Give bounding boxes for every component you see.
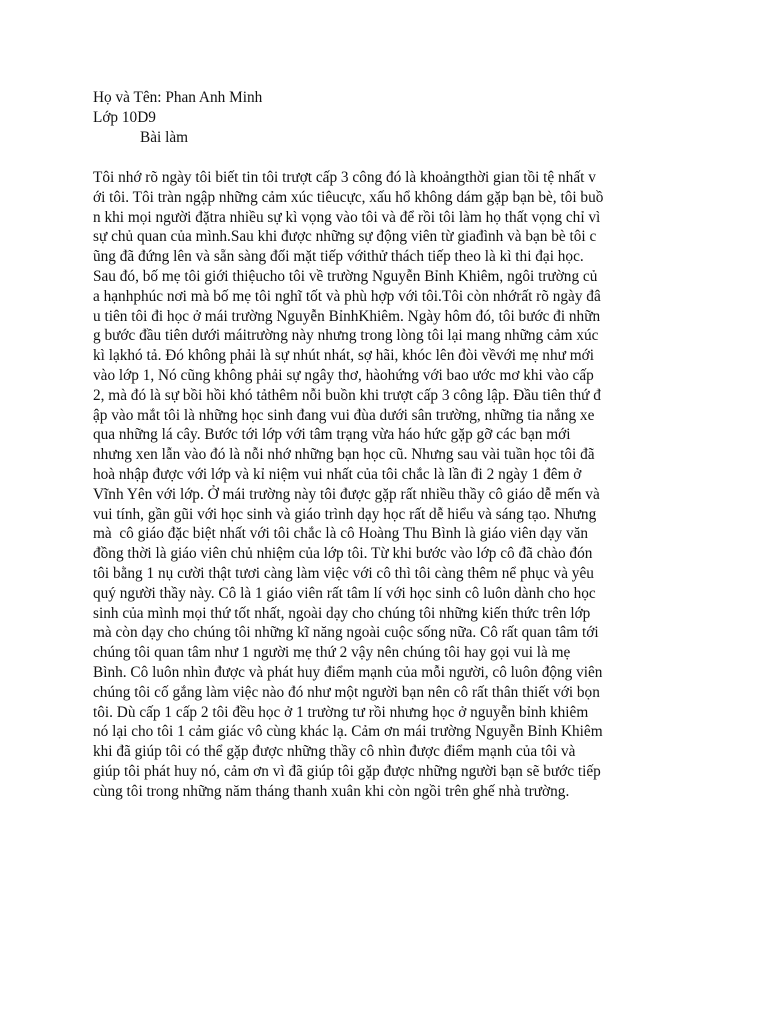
essay-line: kì lạkhó tả. Đó không phải là sự nhút nhát, sợ hãi, khóc lên đòi vềvới mẹ như mới (93, 347, 594, 365)
essay-line: chúng tôi quan tâm như 1 người mẹ thứ 2 vậy nên chúng tôi hay gọi vui là mẹ (93, 644, 571, 662)
essay-line: ũng đã đứng lên và sẵn sàng đối mặt tiếp vớithử thách tiếp theo là kì thi đại học. (93, 248, 584, 266)
essay-line: quý người thầy này. Cô là 1 giáo viên rất tâm lí với học sinh cô luôn dành cho học (93, 584, 596, 602)
essay-line: tôi bằng 1 nụ cười thật tươi càng làm việc với cô thì tôi càng thêm nể phục và yêu (93, 564, 594, 582)
essay-line: Bình. Cô luôn nhìn được và phát huy điểm mạnh của mỗi người, cô luôn động viên (93, 663, 603, 681)
essay-line: tôi. Dù cấp 1 cấp 2 tôi đều học ở 1 trường tư rồi nhưng học ở nguyễn bỉnh khiêm (93, 703, 589, 721)
paragraph-spacer (93, 148, 681, 168)
essay-line: ập vào mắt tôi là những học sinh đang vui đùa dưới sân trường, những tia nắng xe (93, 406, 595, 424)
essay-line: sinh của mình mọi thứ tốt nhất, ngoài dạy cho chúng tôi những kiến thức trên lớp (93, 604, 591, 622)
essay-line: cùng tôi trong những năm tháng thanh xuân khi còn ngồi trên ghế nhà trường. (93, 782, 570, 800)
essay-line: vào lớp 1, Nó cũng không phải sự ngây thơ, hàohứng với bao ước mơ khi vào cấp (93, 366, 594, 384)
essay-line: qua những lá cây. Bước tới lớp với tâm trạng vừa háo hức gặp gỡ các bạn mới (93, 426, 571, 444)
essay-line: u tiên tôi đi học ở mái trường Nguyễn BỉnhKhiêm. Ngày hôm đó, tôi bước đi nhữn (93, 307, 601, 325)
essay-line: g bước đầu tiên dưới máitrường này nhưng trong lòng tôi lại mang những cảm xúc (93, 327, 599, 345)
student-name-line: Họ và Tên: Phan Anh Minh (93, 89, 263, 106)
essay-body (93, 168, 681, 802)
essay-line: khi đã giúp tôi có thể gặp được những thầy cô nhìn được điểm mạnh của tôi và (93, 743, 576, 761)
essay-line: a hạnhphúc nơi mà bố mẹ tôi nghĩ tốt và phù hợp với tôi.Tôi còn nhớrất rõ ngày đâ (93, 287, 601, 305)
essay-line: ới tôi. Tôi tràn ngập những cảm xúc tiêucực, xấu hổ không dám gặp bạn bè, tôi buồ (93, 188, 604, 206)
essay-document (93, 88, 681, 802)
essay-line: n khi mọi người đặtra nhiều sự kì vọng vào tôi và để rồi tôi làm họ thất vọng chỉ vì (93, 208, 601, 226)
essay-line: đồng thời là giáo viên chủ nhiệm của lớp tôi. Từ khi bước vào lớp cô đã chào đón (93, 545, 593, 563)
essay-line: nhưng xen lẫn vào đó là nỗi nhớ những bạn học cũ. Nhưng sau vài tuần học tôi đã (93, 446, 595, 464)
essay-line: Tôi nhớ rõ ngày tôi biết tin tôi trượt cấp 3 công đó là khoảngthời gian tồi tệ nhất v (93, 169, 596, 186)
essay-line: mà cô giáo đặc biệt nhất với tôi chắc là cô Hoàng Thu Bình là giáo viên dạy văn (93, 525, 589, 543)
essay-line: sự chủ quan của mình.Sau khi được những sự động viên từ giađình và bạn bè tôi c (93, 228, 597, 246)
essay-line: vui tính, gần gũi với học sinh và giáo trình dạy học rất dễ hiểu và sáng tạo. Nhưng (93, 505, 597, 523)
essay-line: Vĩnh Yên với lớp. Ở mái trường này tôi được gặp rất nhiều thầy cô giáo dễ mến và (93, 485, 600, 503)
class-line: Lớp 10D9 (93, 109, 156, 126)
essay-line: 2, mà đó là sự bồi hồi khó tảthêm nỗi buồn khi trượt cấp 3 công lập. Đầu tiên thứ đ (93, 386, 601, 404)
essay-line: giúp tôi phát huy nó, cảm ơn vì đã giúp tôi gặp được những người bạn sẽ bước tiếp (93, 762, 601, 780)
essay-title: Bài làm (140, 129, 189, 146)
essay-line: mà còn dạy cho chúng tôi những kĩ năng ngoài cuộc sống nữa. Cô rất quan tâm tới (93, 624, 599, 642)
essay-line: chúng tôi cố gắng làm việc nào đó như một người bạn nên cô rất thân thiết với bọn (93, 683, 600, 701)
essay-line: hoà nhập được với lớp và kỉ niệm vui nhất của tôi chắc là lần đi 2 ngày 1 đêm ở (93, 465, 582, 483)
essay-line: Sau đó, bố mẹ tôi giới thiệucho tôi về trường Nguyễn Bỉnh Khiêm, ngôi trường củ (93, 267, 598, 285)
essay-line: nó lại cho tôi 1 cảm giác vô cùng khác lạ. Cảm ơn mái trường Nguyễn Bỉnh Khiêm (93, 723, 603, 741)
